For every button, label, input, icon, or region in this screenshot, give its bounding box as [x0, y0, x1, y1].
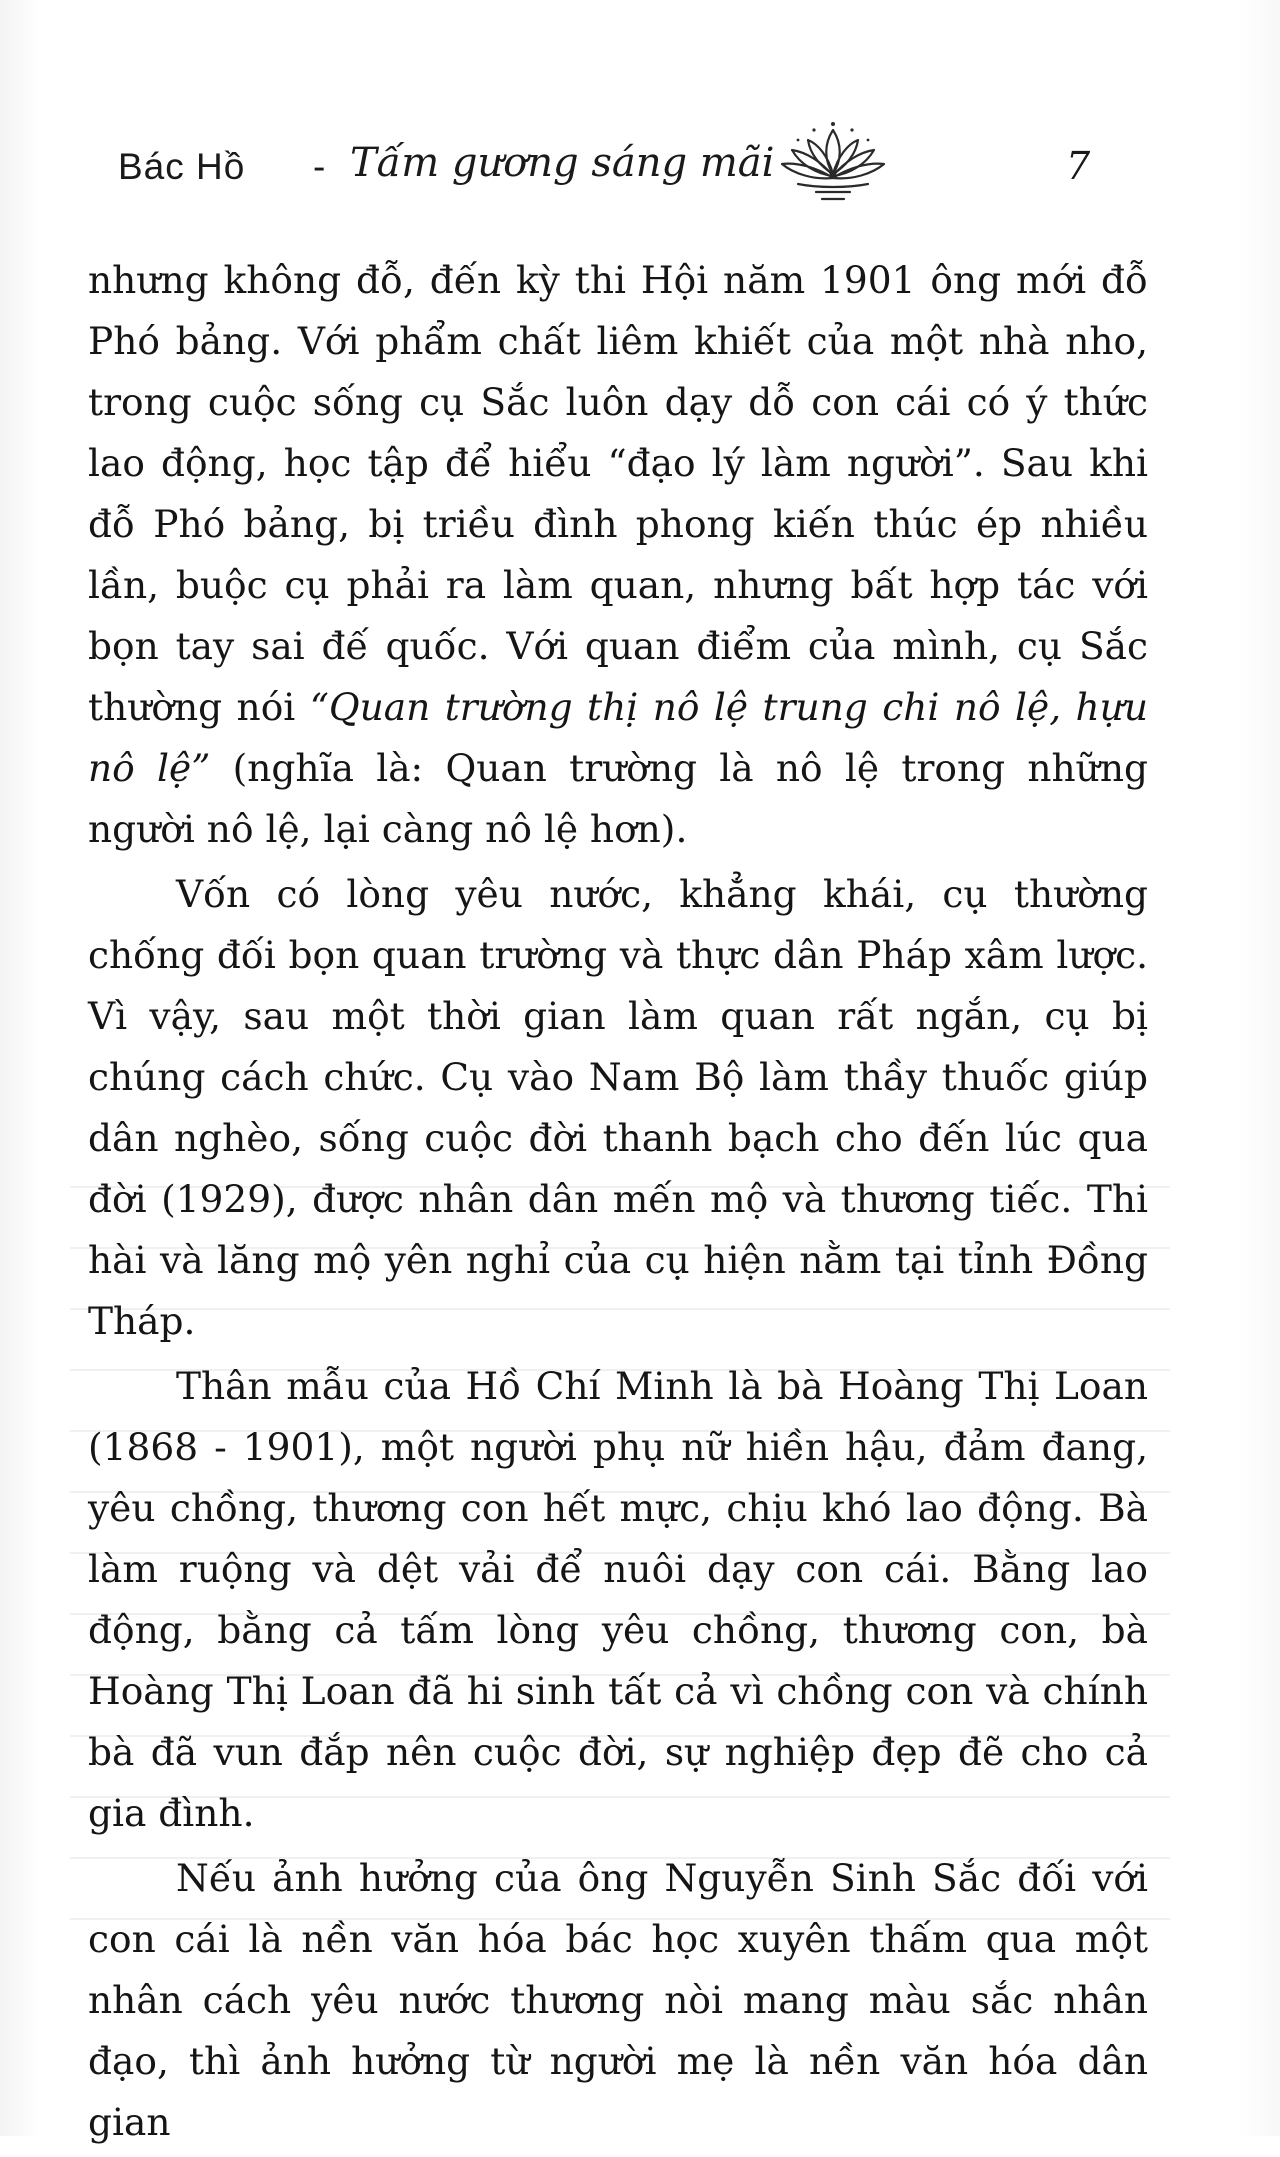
- header-subtitle: Tấm gương sáng mãi: [350, 140, 775, 186]
- header-title: Bác Hồ: [118, 146, 246, 187]
- paragraph-1-text-end: (nghĩa là: Quan trường là nô lệ trong những người nô lệ, lại càng nô lệ hơn).: [88, 746, 1148, 851]
- body-text: [88, 250, 1148, 2157]
- header-separator: -: [313, 146, 326, 187]
- paragraph-1: [88, 250, 1148, 860]
- paragraph-2-text: Vốn có lòng yêu nước, khẳng khái, cụ thường chống đối bọn quan trường và thực dân Pháp xâm lược. Vì vậy, sau một thời gian làm quan rất ngắn, cụ bị chúng cách chức. Cụ vào Nam Bộ làm thầy thuốc giúp dân nghèo, sống cuộc đời thanh bạch cho đến lúc qua đời (1929), được nhân dân mến mộ và thương tiếc. Thi hài và lăng mộ yên nghỉ của cụ hiện nằm tại tỉnh Đồng Tháp.: [88, 872, 1148, 1343]
- lotus-icon: [758, 118, 908, 208]
- paragraph-3-text: Thân mẫu của Hồ Chí Minh là bà Hoàng Thị Loan (1868 - 1901), một người phụ nữ hiền hậu, đảm đang, yêu chồng, thương con hết mực, chịu khó lao động. Bà làm ruộng và dệt vải để nuôi dạy con cái. Bằng lao động, bằng cả tấm lòng yêu chồng, thương con, bà Hoàng Thị Loan đã hi sinh tất cả vì chồng con và chính bà đã vun đắp nên cuộc đời, sự nghiệp đẹp đẽ cho cả gia đình.: [88, 1364, 1148, 1835]
- paragraph-1-quote: “Quan trường thị nô lệ trung chi nô lệ, hựu nô lệ”: [88, 685, 1149, 790]
- paragraph-3: [88, 1356, 1148, 1844]
- paragraph-1-text: nhưng không đỗ, đến kỳ thi Hội năm 1901 ông mới đỗ Phó bảng. Với phẩm chất liêm khiết của một nhà nho, trong cuộc sống cụ Sắc luôn dạy dỗ con cái có ý thức lao động, học tập để hiểu “đạo lý làm người”. Sau khi đỗ Phó bảng, bị triều đình phong kiến thúc ép nhiều lần, buộc cụ phải ra làm quan, nhưng bất hợp tác với bọn tay sai đế quốc. Với quan điểm của mình, cụ Sắc thường nói: [88, 258, 1148, 729]
- page-number: 7: [1066, 144, 1091, 188]
- paragraph-4: [88, 1848, 1148, 2153]
- running-header: [118, 118, 1178, 208]
- paragraph-2: [88, 864, 1148, 1352]
- paragraph-4-text: Nếu ảnh hưởng của ông Nguyễn Sinh Sắc đối với con cái là nền văn hóa bác học xuyên thấm qua một nhân cách yêu nước thương nòi mang màu sắc nhân đạo, thì ảnh hưởng từ người mẹ là nền văn hóa dân gian: [88, 1856, 1148, 2144]
